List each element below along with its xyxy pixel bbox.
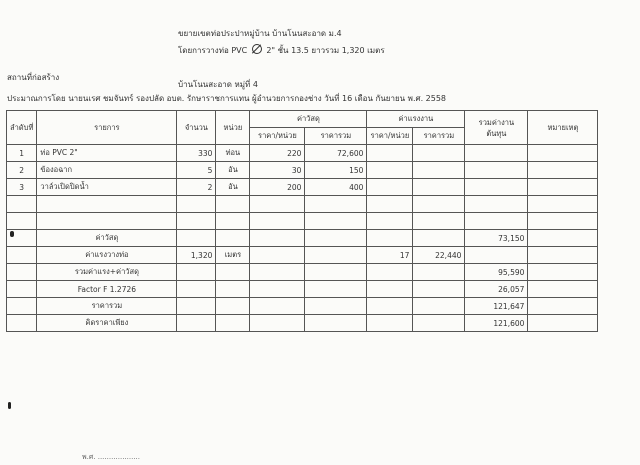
col-total: รวมค่างาน ต้นทุน	[465, 111, 528, 145]
material-summary-row	[7, 230, 598, 247]
row-no: 3	[7, 179, 37, 196]
rounded-total-row	[7, 315, 598, 332]
row-no: 1	[7, 145, 37, 162]
grand-total: 121,647	[465, 298, 528, 315]
scan-mark	[10, 231, 14, 237]
estimate-table	[6, 110, 598, 332]
rounded-label: คิดราคาเพียง	[37, 315, 177, 332]
table-row	[7, 162, 598, 179]
row-qty: 330	[177, 145, 216, 162]
row-item: ข้องอฉาก	[37, 162, 177, 179]
empty-row	[7, 213, 598, 230]
labor-total: 22,440	[413, 247, 465, 264]
document-title: ขยายเขตท่อประปาหมู่บ้าน บ้านโนนสะอาด ม.4	[178, 29, 342, 38]
footer-text: พ.ศ. ...................	[82, 453, 141, 461]
labor-unit: เมตร	[216, 247, 250, 264]
table-header-row	[7, 111, 598, 128]
row-unit: อัน	[216, 162, 250, 179]
col-item: รายการ	[37, 111, 177, 145]
row-mat-unit: 30	[250, 162, 305, 179]
scan-mark	[8, 402, 11, 409]
col-labor-total: ราคารวม	[413, 128, 465, 145]
col-qty: จำนวน	[177, 111, 216, 145]
row-qty: 2	[177, 179, 216, 196]
material-label: ค่าวัสดุ	[37, 230, 177, 247]
row-mat-total: 72,600	[305, 145, 367, 162]
factor-total: 26,057	[465, 281, 528, 298]
row-unit: อัน	[216, 179, 250, 196]
col-material-unit-price: ราคา/หน่วย	[250, 128, 305, 145]
labor-unit-price: 17	[367, 247, 413, 264]
labor-qty: 1,320	[177, 247, 216, 264]
sum-row	[7, 264, 598, 281]
row-unit: ท่อน	[216, 145, 250, 162]
row-mat-unit: 200	[250, 179, 305, 196]
row-mat-total: 400	[305, 179, 367, 196]
labor-row	[7, 247, 598, 264]
factor-label: Factor F 1.2726	[37, 281, 177, 298]
village-name: บ้านโนนสะอาด หมู่ที่ 4	[178, 80, 258, 89]
material-total: 73,150	[465, 230, 528, 247]
empty-row	[7, 196, 598, 213]
sum-total: 95,590	[465, 264, 528, 281]
grand-total-row	[7, 298, 598, 315]
factor-row	[7, 281, 598, 298]
rounded-total: 121,600	[465, 315, 528, 332]
place-label: สถานที่ก่อสร้าง	[7, 73, 60, 82]
diameter-icon	[252, 44, 262, 54]
col-labor-unit-price: ราคา/หน่วย	[367, 128, 413, 145]
row-mat-total: 150	[305, 162, 367, 179]
row-mat-unit: 220	[250, 145, 305, 162]
row-no: 2	[7, 162, 37, 179]
row-qty: 5	[177, 162, 216, 179]
col-no: ลำดับที่	[7, 111, 37, 145]
grand-label: ราคารวม	[37, 298, 177, 315]
table-row	[7, 145, 598, 162]
document-subtitle	[178, 44, 385, 56]
subtitle-pre: โดยการวางท่อ PVC	[178, 46, 248, 55]
row-item: ท่อ PVC 2"	[37, 145, 177, 162]
sum-label: รวมค่าแรง+ค่าวัสดุ	[37, 264, 177, 281]
col-labor: ค่าแรงงาน	[367, 111, 465, 128]
row-item: วาล์วเปิดปิดน้ำ	[37, 179, 177, 196]
col-material-total: ราคารวม	[305, 128, 367, 145]
labor-label: ค่าแรงวางท่อ	[37, 247, 177, 264]
estimator-line: ประมาณการโดย นายนเรศ ชมจันทร์ รองปลัด อบต. รักษาราชการแทน ผู้อำนวยการกองช่าง วันที่ 16 เดือน กันยายน พ.ศ. 2558	[7, 94, 447, 103]
table-row	[7, 179, 598, 196]
col-unit: หน่วย	[216, 111, 250, 145]
subtitle-post: 2" ชั้น 13.5 ยาวรวม 1,320 เมตร	[266, 46, 385, 55]
col-remark: หมายเหตุ	[528, 111, 598, 145]
col-material: ค่าวัสดุ	[250, 111, 367, 128]
